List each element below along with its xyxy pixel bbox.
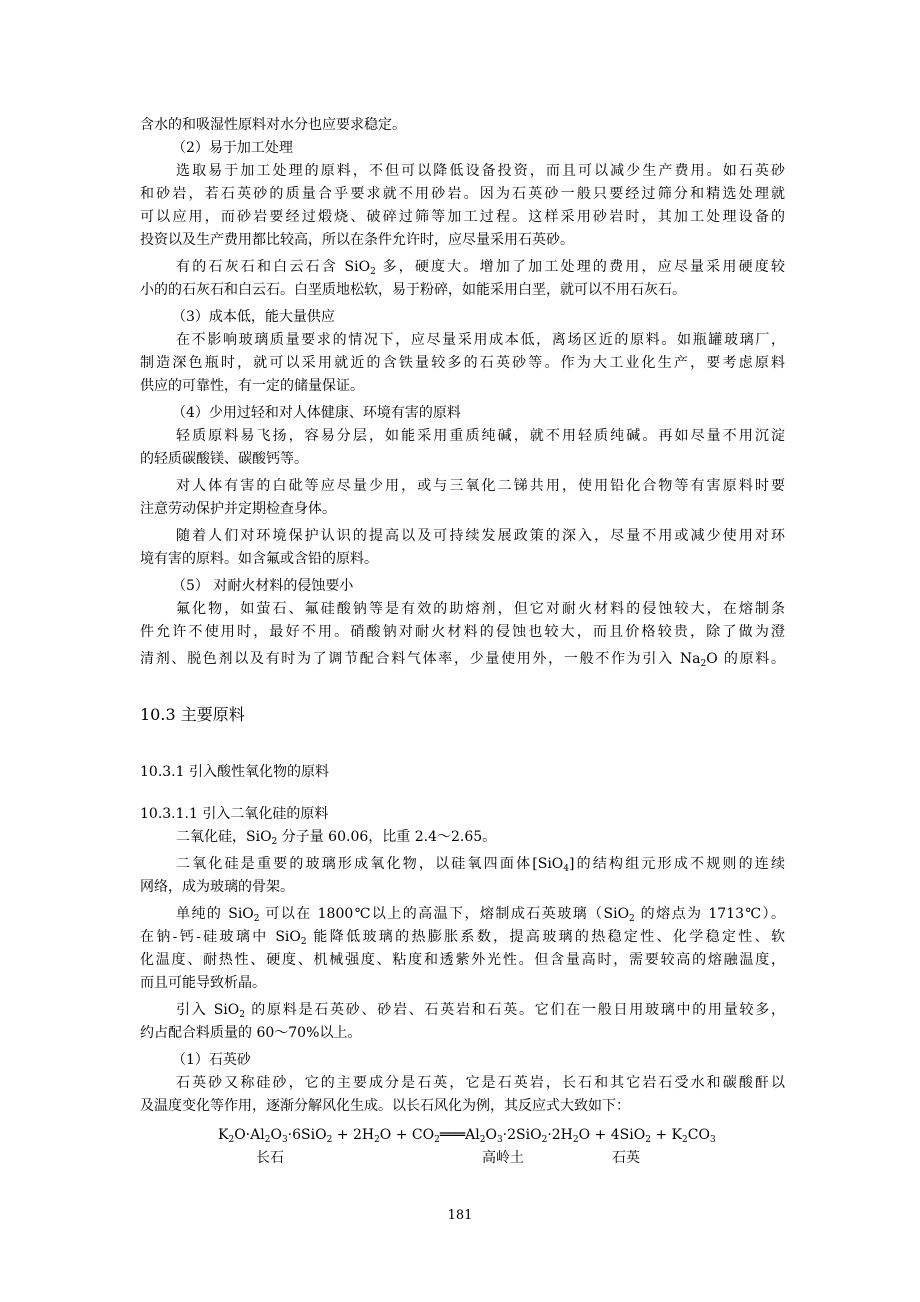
- text-line: 件允许不使用时，最好不用。硝酸钠对耐火材料的侵蚀也较大，而且价格较贵，除了做为澄: [140, 624, 785, 640]
- text-line: 在钠-钙-硅玻璃中 SiO$_2$ 能降低玻璃的热膨胀系数，提高玻璃的热稳定性、化学稳定性、软: [140, 929, 785, 947]
- subheading-easy-processing: （2）易于加工处理: [172, 140, 293, 156]
- text-line: 清剂、脱色剂以及有时为了调节配合料气体率，少量使用外，一般不作为引入 $Na_2O$ 的原料。: [140, 651, 785, 669]
- text-line: 选取易于加工处理的原料，不但可以降低设备投资，而且可以减少生产费用。如石英砂: [176, 163, 785, 179]
- section-heading-10-3-1-1: 10.3.1.1 引入二氧化硅的原料: [140, 806, 329, 822]
- subheading-quartz-sand: （1）石英砂: [172, 1052, 251, 1068]
- text-line: 含水的和吸湿性原料对水分也应要求稳定。: [140, 117, 406, 133]
- equation-label-feldspar: 长石: [256, 1150, 284, 1166]
- text-line: 投资以及生产费用都比较高，所以在条件允许时，应尽量采用石英砂。: [140, 232, 574, 248]
- subheading-low-cost: （3）成本低，能大量供应: [172, 309, 335, 325]
- text-line: 氟化物，如萤石、氟硅酸钠等是有效的助熔剂，但它对耐火材料的侵蚀较大，在熔制条: [176, 601, 785, 617]
- text-line: 小的的石灰石和白云石。白垩质地松软，易于粉碎，如能采用白垩，就可以不用石灰石。: [140, 282, 686, 298]
- text-line: 对人体有害的白砒等应尽量少用，或与三氧化二锑共用，使用铅化合物等有害原料时要: [176, 478, 785, 494]
- text-line: 可以应用，而砂岩要经过煅烧、破碎过筛等加工过程。这样采用砂岩时，其加工处理设备的: [140, 209, 785, 225]
- text-line: 二氧化硅是重要的玻璃形成氧化物，以硅氧四面体[SiO$_4$]的结构组元形成不规则的连续: [176, 856, 785, 874]
- text-line: 而且可能导致析晶。: [140, 975, 266, 991]
- section-heading-10-3: 10.3 主要原料: [140, 705, 245, 724]
- text-line: 在不影响玻璃质量要求的情况下，应尽量采用成本低，离场区近的原料。如瓶罐玻璃厂，: [176, 332, 785, 348]
- equation-label-quartz: 石英: [612, 1150, 640, 1166]
- text-line: 网络，成为玻璃的骨架。: [140, 879, 294, 895]
- text-line: 的轻质碳酸镁、碳酸钙等。: [140, 451, 308, 467]
- chemical-equation: $K_2O\cdot Al_2O_3\cdot 6SiO_2 + 2H_2O$ + $CO_2═══Al_2O_3\cdot 2SiO_2\cdot 2H_2O + 4SiO_2 + K_2CO_3$: [218, 1127, 716, 1145]
- text-line: 约占配合料质量的 60～70%以上。: [140, 1025, 362, 1041]
- text-line: 轻质原料易飞扬，容易分层，如能采用重质纯碱，就不用轻质纯碱。再如尽量不用沉淀: [176, 428, 785, 444]
- text-line: 有的石灰石和白云石含 SiO$_2$ 多，硬度大。增加了加工处理的费用，应尽量采用硬度较: [176, 259, 785, 277]
- text-line: 石英砂又称硅砂，它的主要成分是石英，它是石英岩，长石和其它岩石受水和碳酸酐以: [176, 1075, 785, 1091]
- text-line: 及温度变化等作用，逐渐分解风化生成。以长石风化为例，其反应式大致如下：: [140, 1098, 630, 1114]
- section-heading-10-3-1: 10.3.1 引入酸性氧化物的原料: [140, 764, 329, 780]
- text-line: 和砂岩，若石英砂的质量合乎要求就不用砂岩。因为石英砂一般只要经过筛分和精选处理就: [140, 186, 785, 202]
- text-line: 境有害的原料。如含氟或含铅的原料。: [140, 551, 378, 567]
- text-line: 注意劳动保护并定期检查身体。: [140, 501, 336, 517]
- subheading-harmful-materials: （4）少用过轻和对人体健康、环境有害的原料: [172, 405, 461, 421]
- page-number: 181: [447, 1208, 473, 1223]
- text-line: 单纯的 SiO$_2$ 可以在 1800℃以上的高温下，熔制成石英玻璃（SiO$_2$ 的熔点为 1713℃）。: [176, 906, 785, 924]
- equation-label-kaolin: 高岭土: [482, 1150, 524, 1166]
- subheading-refractory-erosion: （5） 对耐火材料的侵蚀要小: [172, 578, 354, 594]
- text-line: 二氧化硅，SiO$_2$ 分子量 60.06，比重 2.4～2.65。: [176, 829, 497, 847]
- text-line: 化温度、耐热性、硬度、机械强度、粘度和透紫外光性。但含量高时，需要较高的熔融温度，: [140, 952, 785, 968]
- text-line: 供应的可靠性，有一定的储量保证。: [140, 378, 364, 394]
- text-line: 引入 SiO$_2$ 的原料是石英砂、砂岩、石英岩和石英。它们在一般日用玻璃中的用量较多，: [176, 1002, 786, 1020]
- text-line: 制造深色瓶时，就可以采用就近的含铁量较多的石英砂等。作为大工业化生产，要考虑原料: [140, 355, 785, 371]
- text-line: 随着人们对环境保护认识的提高以及可持续发展政策的深入，尽量不用或减少使用对环: [176, 528, 785, 544]
